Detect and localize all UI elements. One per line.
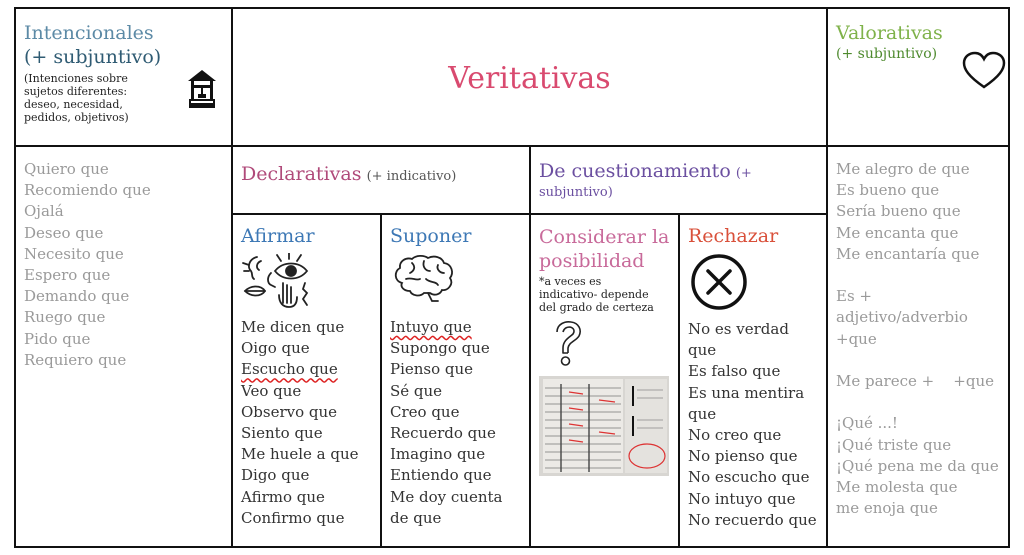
valorativas-subtitle: (+ subjuntivo) — [836, 46, 938, 62]
cuestionamiento-header — [539, 159, 824, 200]
suponer-cell — [390, 225, 528, 529]
list-item: adjetivo/adverbio — [836, 308, 968, 327]
intencionales-note: (Intenciones sobre sujetos diferentes: deseo, necesidad, pedidos, objetivos) — [24, 72, 129, 124]
valorativas-header — [836, 21, 1006, 143]
list-item: No escucho que — [688, 468, 810, 487]
list-item: Sé que — [390, 381, 443, 400]
list-item: Recomiendo que — [24, 181, 151, 200]
list-item: No pienso que — [688, 447, 798, 466]
suponer-list — [390, 317, 528, 529]
list-item: Creo que — [390, 402, 460, 421]
list-item: Demando que — [24, 287, 130, 306]
list-item: me enoja que — [836, 499, 938, 518]
intencionales-list — [24, 159, 224, 371]
divider — [529, 145, 531, 546]
declarativas-subtitle: (+ indicativo) — [366, 169, 457, 184]
declarativas-header — [241, 163, 526, 185]
rechazar-cell — [688, 225, 826, 531]
afirmar-title: Afirmar — [241, 225, 315, 247]
list-item: Me encanta que — [836, 223, 959, 242]
list-item: ¡Qué triste que — [836, 435, 952, 454]
divider — [16, 145, 1008, 147]
list-item: Digo que — [241, 466, 310, 485]
intencionales-header — [24, 21, 224, 143]
list-item: Supongo que — [390, 339, 490, 358]
intencionales-title: Intencionales — [24, 22, 154, 44]
list-item: Entiendo que — [390, 466, 492, 485]
question-mark-icon — [551, 320, 585, 368]
list-item: Veo que — [241, 381, 302, 400]
cuestionamiento-title: De cuestionamiento — [539, 160, 731, 182]
senses-icon — [241, 253, 317, 309]
valorativas-list — [836, 159, 1008, 519]
list-item: Recuerdo que — [390, 424, 496, 443]
valorativas-title: Valorativas — [836, 22, 943, 44]
list-item: Espero que — [24, 266, 111, 285]
list-item: ¡Qué ...! — [836, 414, 898, 433]
list-item: Es bueno que — [836, 181, 940, 200]
x-circle-icon — [690, 253, 748, 311]
rechazar-title: Rechazar — [688, 225, 779, 247]
list-item: Sería bueno que — [836, 202, 961, 221]
list-item: +que — [836, 329, 877, 348]
cuestionamiento-subtitle-b: subjuntivo) — [539, 185, 613, 200]
brain-icon — [390, 253, 460, 305]
list-item: que — [688, 341, 717, 360]
list-item — [836, 265, 1008, 286]
list-item: Me parece + +que — [836, 372, 994, 390]
considerar-note: *a veces es indicativo- depende del grado de certeza — [539, 275, 654, 314]
list-item — [836, 350, 1008, 371]
list-item: de que — [390, 508, 442, 527]
list-item: Pienso que — [390, 360, 474, 379]
veritativas-title: Veritativas — [448, 61, 611, 96]
list-item: Oigo que — [241, 339, 310, 358]
list-item: Es una mentira — [688, 383, 805, 402]
list-item: Siento que — [241, 424, 323, 443]
verb-table — [14, 7, 1010, 548]
list-item: Es falso que — [688, 362, 781, 381]
list-item: Afirmo que — [241, 487, 325, 506]
list-item: No recuerdo que — [688, 510, 817, 529]
list-item: Intuyo que — [390, 318, 472, 336]
list-item: que — [688, 404, 717, 423]
list-item: Necesito que — [24, 244, 124, 263]
afirmar-list — [241, 317, 377, 529]
list-item: Imagino que — [390, 445, 486, 464]
list-item: Me molesta que — [836, 478, 958, 496]
list-item: Observo que — [241, 402, 338, 421]
divider — [678, 213, 680, 546]
list-item: Ojalá — [24, 202, 64, 221]
intencionales-subtitle: (+ subjuntivo) — [24, 46, 162, 68]
considerar-cell — [539, 225, 677, 480]
rechazar-list — [688, 319, 826, 531]
well-icon — [186, 69, 218, 109]
list-item: Me dicen que — [241, 318, 345, 336]
list-item: Deseo que — [24, 223, 104, 242]
list-item: ¡Qué pena me da que — [836, 456, 999, 475]
list-item: Me encantaría que — [836, 244, 980, 263]
list-item: Es + — [836, 287, 872, 306]
divider — [826, 9, 828, 546]
suponer-title: Suponer — [390, 225, 472, 247]
declarativas-title: Declarativas — [241, 163, 362, 185]
list-item: Requiero que — [24, 350, 127, 369]
list-item: No intuyo que — [688, 489, 796, 508]
list-item: Me alegro de que — [836, 160, 970, 178]
afirmar-cell — [241, 225, 377, 529]
worksheet-photo — [539, 376, 669, 476]
list-item: Ruego que — [24, 308, 106, 327]
list-item: No es verdad — [688, 320, 789, 338]
list-item: Me doy cuenta — [390, 487, 503, 506]
list-item: Quiero que — [24, 160, 109, 178]
list-item: Escucho que — [241, 360, 338, 379]
list-item — [836, 392, 1008, 413]
list-item: No creo que — [688, 426, 782, 445]
list-item: Confirmo que — [241, 508, 345, 527]
heart-icon — [962, 51, 1006, 91]
divider — [380, 213, 382, 546]
cuestionamiento-subtitle-a: (+ — [735, 166, 752, 181]
list-item: Pido que — [24, 329, 91, 348]
list-item: Me huele a que — [241, 445, 359, 464]
considerar-title: Considerar la posibilidad — [539, 226, 670, 272]
